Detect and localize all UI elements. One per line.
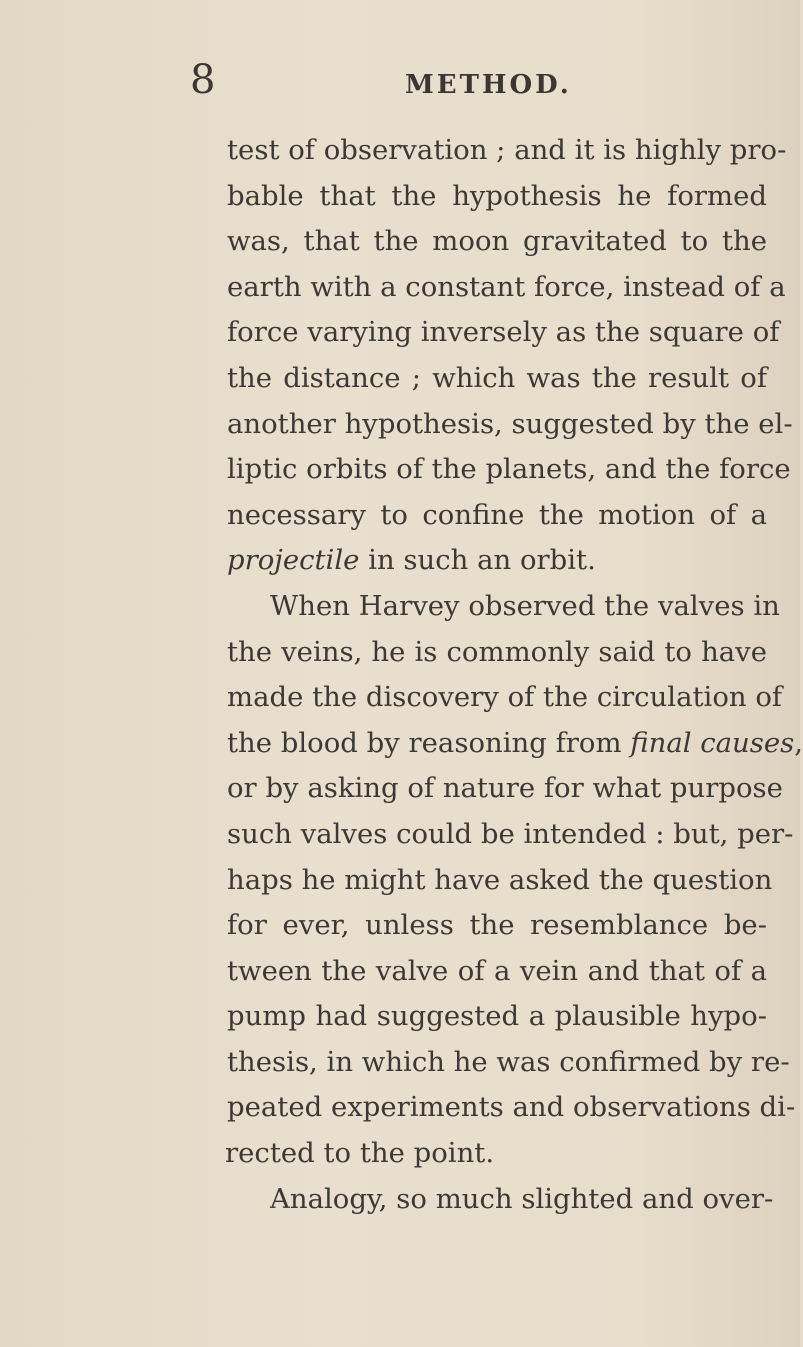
text-line: the distance ; which was the result of: [227, 361, 767, 394]
text-fragment: ,: [794, 726, 803, 759]
text-line: force varying inversely as the square of: [227, 316, 780, 349]
text-line: earth with a constant force, instead of a: [227, 270, 786, 303]
text-line: [227, 721, 803, 767]
italic-text: projectile: [227, 544, 360, 577]
text-line: liptic orbits of the planets, and the force: [227, 453, 791, 486]
body-text: [225, 128, 803, 1222]
text-line: necessary to confine the motion of a: [227, 498, 767, 531]
text-line: peated experiments and observations di-: [227, 1091, 796, 1124]
paragraph-start-line: Analogy, so much slighted and over-: [270, 1182, 774, 1215]
text-line: test of observation ; and it is highly pro-: [227, 134, 787, 166]
text-line: pump had suggested a plausible hypo-: [227, 1000, 767, 1033]
text-line: rected to the point.: [225, 1137, 495, 1170]
text-line: [227, 538, 767, 584]
text-fragment: in such an orbit.: [359, 544, 596, 577]
text-line: was, that the moon gravitated to the: [227, 225, 767, 258]
text-line: haps he might have asked the question: [227, 863, 773, 896]
text-line: thesis, in which he was confirmed by re-: [227, 1045, 790, 1078]
text-line: bable that the hypothesis he formed: [227, 179, 767, 212]
text-line: for ever, unless the resemblance be-: [227, 909, 767, 942]
paragraph-start-line: When Harvey observed the valves in: [270, 589, 780, 622]
text-line: another hypothesis, suggested by the el-: [227, 407, 793, 440]
text-line: the veins, he is commonly said to have: [227, 635, 767, 668]
page-number: 8: [190, 57, 216, 103]
text-line: tween the valve of a vein and that of a: [227, 954, 767, 987]
text-fragment: the blood by reasoning from: [227, 726, 631, 759]
running-head: METHOD.: [405, 70, 572, 100]
text-line: or by asking of nature for what purpose: [227, 772, 783, 805]
italic-text: final causes: [630, 726, 795, 759]
text-line: made the discovery of the circulation of: [227, 681, 783, 714]
text-line: such valves could be intended : but, per-: [227, 817, 794, 850]
